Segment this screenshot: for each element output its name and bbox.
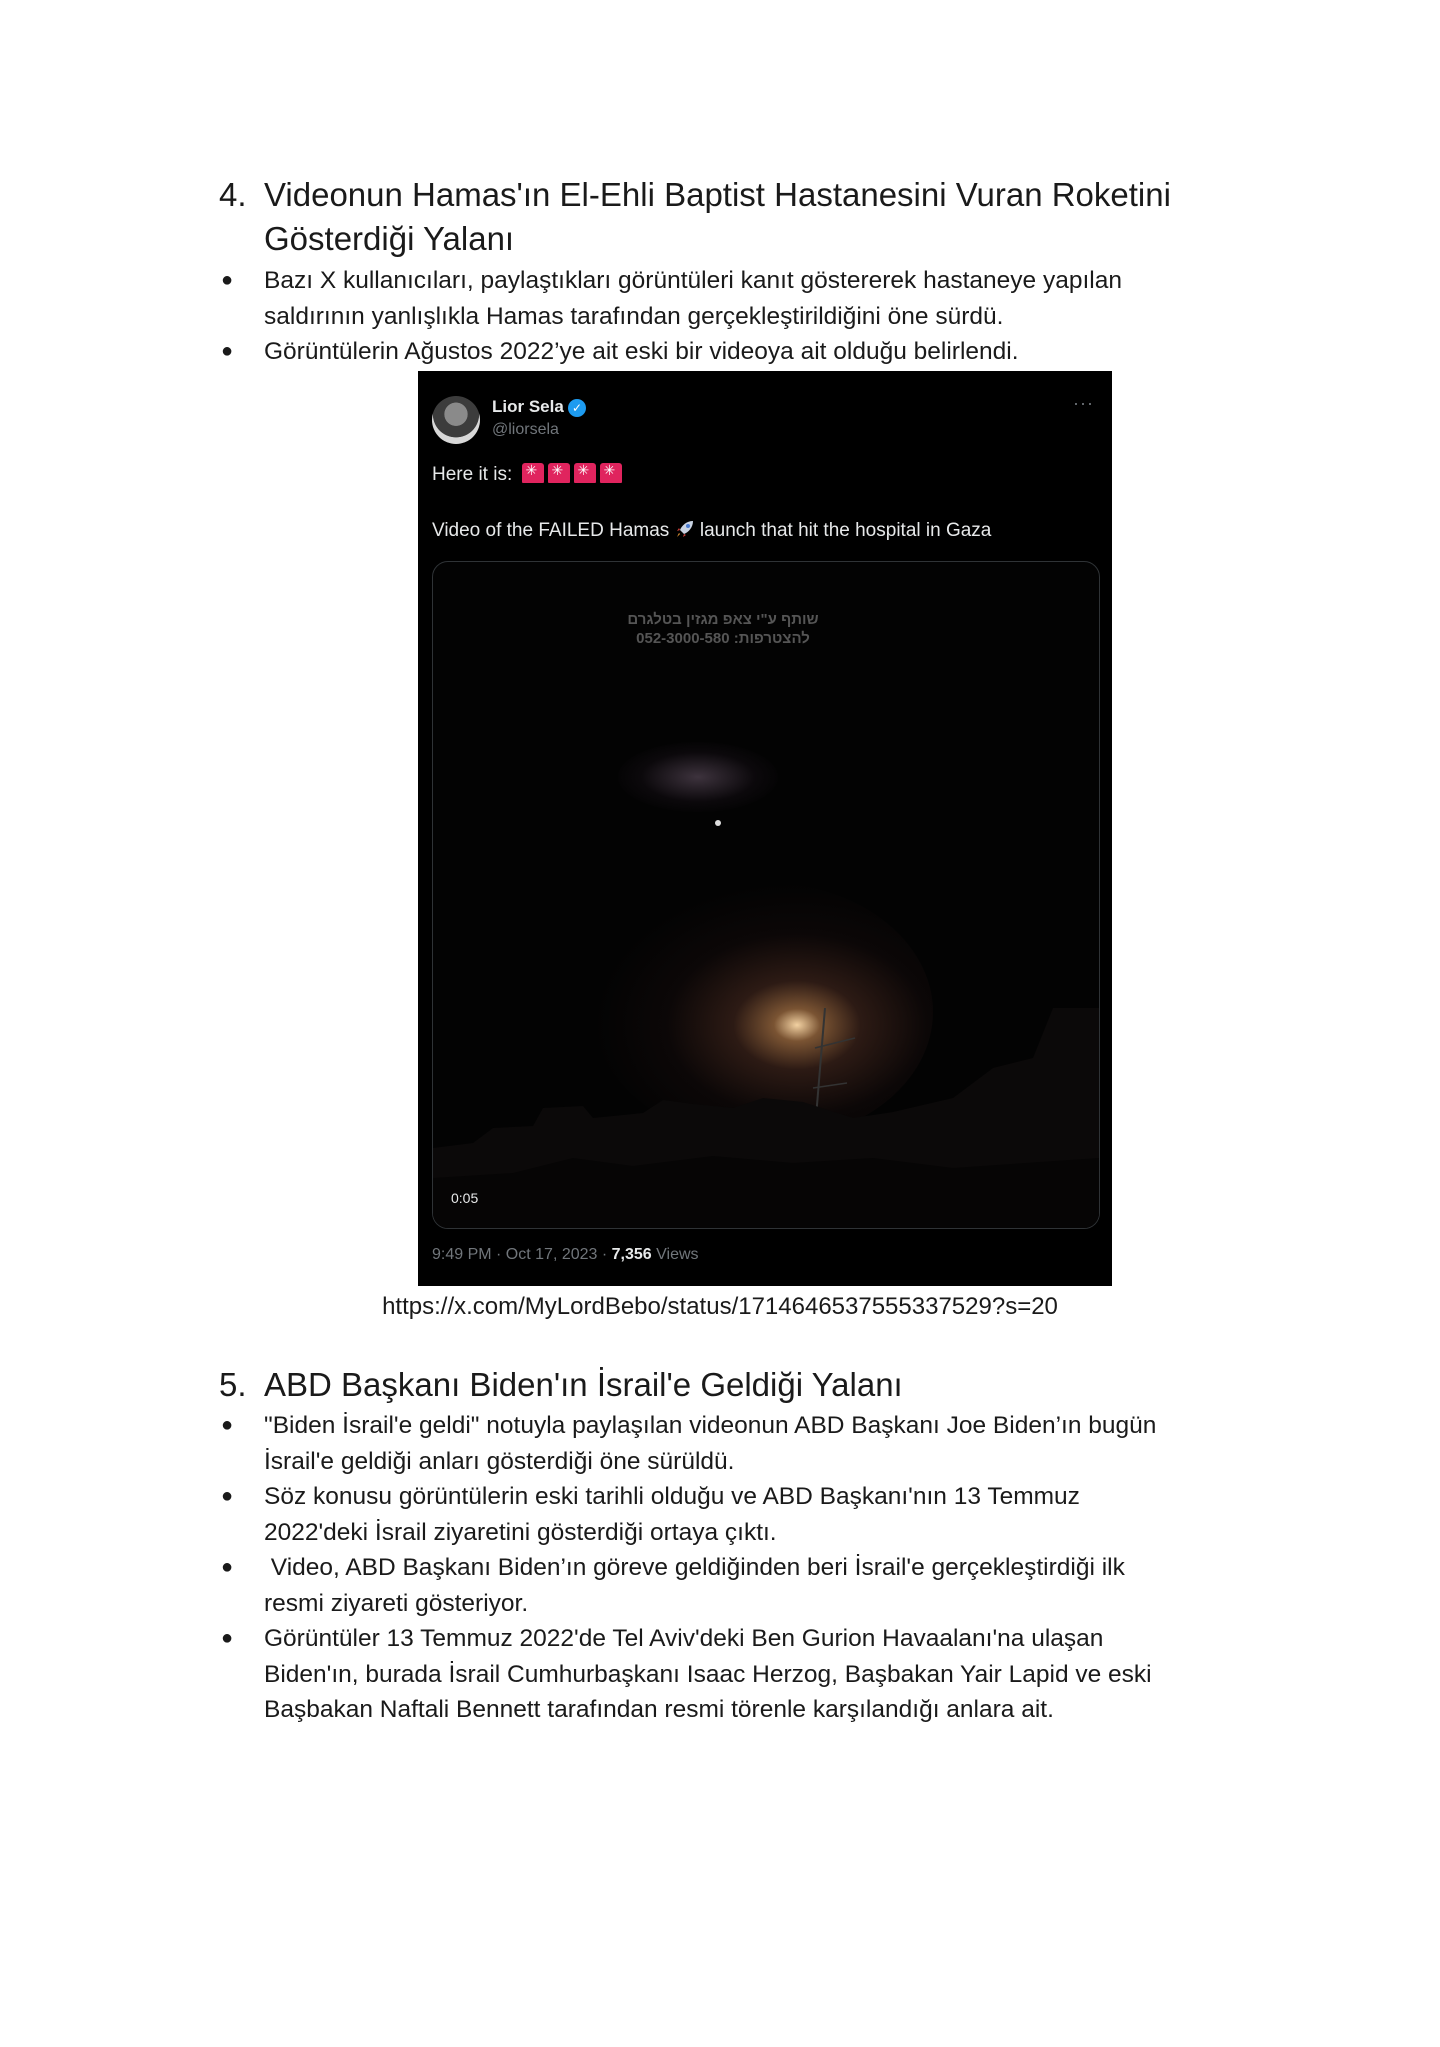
views-count: 7,356 xyxy=(611,1246,652,1263)
city-skyline xyxy=(433,1008,1099,1228)
source-url: https://x.com/MyLordBebo/status/1714646537555337529?s=20 xyxy=(382,1293,1058,1320)
bullet-text-line: Biden'ın, burada İsrail Cumhurbaşkanı Isaac Herzog, Başbakan Yair Lapid ve eski xyxy=(264,1660,1152,1688)
bullet-text-line: Görüntüler 13 Temmuz 2022'de Tel Aviv'deki Ben Gurion Havaalanı'na ulaşan xyxy=(264,1625,1104,1652)
views-label: Views xyxy=(656,1246,699,1263)
bullet-icon: ● xyxy=(221,1556,234,1578)
section-4-title xyxy=(264,173,1264,261)
video-watermark xyxy=(593,610,853,648)
bullet-text-line: Başbakan Naftali Bennett tarafından resmi törenle karşılandığı anlara ait. xyxy=(264,1696,1054,1723)
bullet-icon: ● xyxy=(221,1485,234,1507)
bullet-text-line: saldırının yanlışlıkla Hamas tarafından gerçekleştirildiğini öne sürdü. xyxy=(264,302,1004,330)
bullet-icon: ● xyxy=(221,340,234,362)
tweet-meta xyxy=(432,1246,699,1264)
tweet-screenshot xyxy=(418,371,1112,1286)
list-item xyxy=(219,1621,1239,1728)
list-item xyxy=(219,1479,1239,1550)
tweet-timestamp: 9:49 PM · Oct 17, 2023 · xyxy=(432,1246,608,1263)
list-item xyxy=(219,263,1239,334)
rocket-emoji-icon xyxy=(675,519,695,539)
avatar xyxy=(432,396,480,444)
bullet-text-line: Görüntülerin Ağustos 2022’ye ait eski bir videoya ait olduğu belirlendi. xyxy=(264,338,1019,365)
more-options-icon: ··· xyxy=(1073,393,1094,413)
siren-emoji-icon xyxy=(548,463,570,483)
siren-emoji-icon xyxy=(574,463,596,483)
tweet-author-handle: @liorsela xyxy=(492,421,559,438)
siren-emoji-icon xyxy=(600,463,622,483)
bullet-text-line: Bazı X kullanıcıları, paylaştıkları görüntüleri kanıt göstererek hastaneye yapılan xyxy=(264,267,1122,294)
section-4-title-line1: Videonun Hamas'ın El-Ehli Baptist Hastanesini Vuran Roketini xyxy=(264,176,1171,213)
bullet-text-line: 2022'deki İsrail ziyaretini gösterdiği ortaya çıktı. xyxy=(264,1518,777,1546)
section-4-number: 4. xyxy=(219,176,247,213)
watermark-line: להצטרפות: 052-3000-580 xyxy=(636,630,810,647)
video-player[interactable] xyxy=(432,561,1100,1229)
list-item xyxy=(219,1408,1239,1479)
sky-glow xyxy=(618,742,778,812)
section-5-bullet-list xyxy=(219,1408,1239,1728)
list-item xyxy=(219,1550,1239,1621)
watermark-line: שותף ע"י צאפ מגזין בטלגרם xyxy=(627,611,819,628)
video-duration: 0:05 xyxy=(451,1190,479,1206)
tweet-text-line-1 xyxy=(432,463,622,486)
tweet-author-name: Lior Sela xyxy=(492,397,564,416)
bullet-text-line: "Biden İsrail'e geldi" notuyla paylaşılan videonun ABD Başkanı Joe Biden’ın bugün xyxy=(264,1412,1157,1439)
bullet-text-line: resmi ziyareti gösteriyor. xyxy=(264,1589,529,1617)
bullet-text-line: Söz konusu görüntülerin eski tarihli olduğu ve ABD Başkanı'nın 13 Temmuz xyxy=(264,1483,1080,1510)
verified-badge-icon: ✓ xyxy=(568,399,586,417)
bullet-text-line: Video, ABD Başkanı Biden’ın göreve geldiğinden beri İsrail'e gerçekleştirdiği ilk xyxy=(264,1554,1125,1581)
siren-emoji-icon xyxy=(522,463,544,483)
tweet-text-line-2 xyxy=(432,519,991,542)
section-4-bullet-list xyxy=(219,263,1239,370)
tweet-text: launch that hit the hospital in Gaza xyxy=(699,520,992,541)
light-point xyxy=(715,820,721,826)
tweet-text: Here it is: xyxy=(432,464,513,485)
section-5-number: 5. xyxy=(219,1366,247,1403)
bullet-text-line: İsrail'e geldiği anları gösterdiği öne sürüldü. xyxy=(264,1447,735,1475)
bullet-icon: ● xyxy=(221,1627,234,1649)
bullet-icon: ● xyxy=(221,1414,234,1436)
section-4-title-line2: Gösterdiği Yalanı xyxy=(264,220,515,257)
tweet-text: Video of the FAILED Hamas xyxy=(432,520,670,541)
section-5-title: ABD Başkanı Biden'ın İsrail'e Geldiği Yalanı xyxy=(264,1366,903,1403)
list-item xyxy=(219,334,1239,370)
bullet-icon: ● xyxy=(221,269,234,291)
